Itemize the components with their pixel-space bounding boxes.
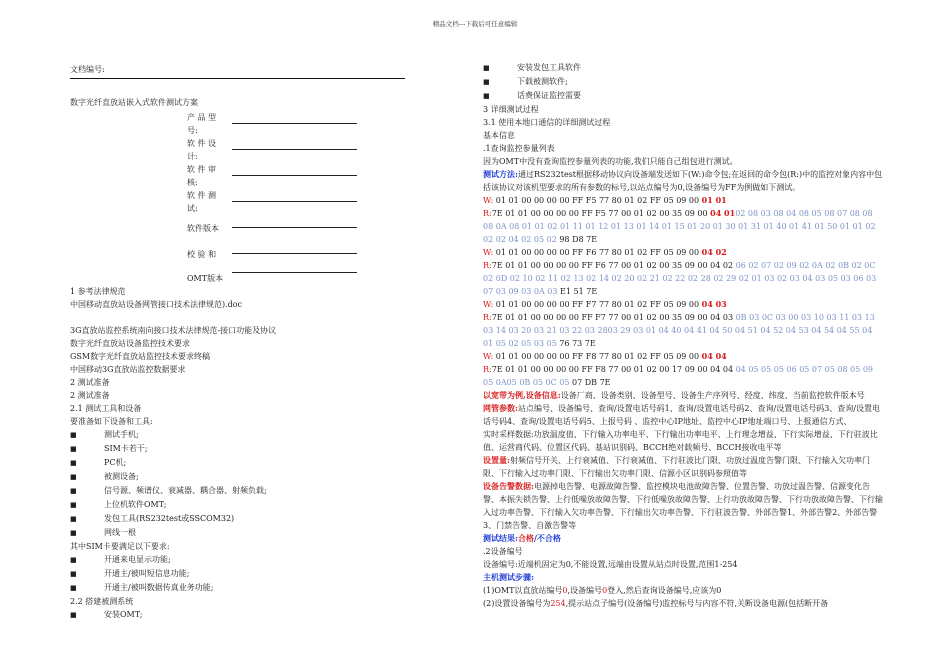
list-item: ■ 上位机软件OMT; [70, 498, 410, 512]
paragraph: 网管参数:站点编号、设备编号、查询/设置电话号码1、查询/设置电话号码2、查询/设置电话号码3、查询/设置电话号码4、查询/设置电话号码5、上报号码 、监控中心IP地址、监控中心IP地址端口号、上报通信方式、 [483, 403, 880, 426]
list-item: ■ 被测设备; [70, 470, 410, 484]
bullet-icon: ■ [483, 78, 490, 86]
subsection-heading: 2.1 测试工具和设备 [70, 404, 142, 413]
signoff-block [70, 111, 410, 285]
alarm-data-label: 设备告警数据: [483, 481, 534, 491]
list-item: ■ PC机; [70, 456, 410, 470]
doc-number-label: 文档编号: [70, 65, 105, 74]
paragraph: 其中SIM卡要满足以下要求: [70, 542, 170, 551]
bullet-icon: ■ [483, 64, 490, 72]
subsection-heading: 基本信息 [483, 131, 515, 140]
write-packet: W: 01 01 00 00 00 00 FF F8 77 80 01 02 FF 05 09 00 04 04 [483, 351, 727, 361]
signoff-label-checksum: 校 验 和 [187, 250, 217, 259]
bullet-icon: ■ [70, 570, 77, 578]
step-item: (1)OMT以直放站编号0,设备编号0登入,然后查询设备编号,应该为0 [483, 586, 722, 595]
signoff-line [232, 227, 357, 228]
write-packet: W: 01 01 00 00 00 00 FF F5 77 80 01 02 FF 05 09 00 01 01 [483, 195, 727, 205]
section-heading: 2 测试准备 [70, 391, 110, 400]
test-method-label: 测试方法: [483, 169, 518, 179]
step-item: (2)设置设备编号为254,提示站点子编号(设备编号)监控标号与内容不符,关断设备电源(包括断开备 [483, 599, 829, 608]
reference-item: GSM数字光纤直放站监控技术要求终稿 [70, 352, 211, 361]
subsection-heading: 3.1 使用本地口通信的详细测试过程 [483, 118, 611, 127]
list-item: ■ 开通主/被叫短信息功能; [70, 567, 410, 581]
signoff-line [232, 149, 357, 150]
read-packet: R:7E 01 01 00 00 00 00 FF F5 77 00 01 02 00 35 09 00 04 0102 08 03 08 04 08 05 08 07 08 08 08 0A 08 01 01 02 01 11 01 12 01 13 01 14 01 15 01 20 01 30 01 31 01 40 01 41 01 50 01 01 02 02 02 04 02 05 02 98 D8 7E [483, 208, 876, 244]
write-packet: W: 01 01 00 00 00 00 FF F6 77 80 01 02 FF 05 09 00 04 02 [483, 247, 727, 257]
settings-label: 设置量: [483, 455, 510, 465]
paragraph: 设置量:射频信号开关、上行衰减值、下行衰减值、下行驻波比门限、功放过温度告警门限、下行输入欠功率门限、下行输入过功率门限、下行输出欠功率门限、信源小区识别码参照值等 [483, 455, 870, 478]
reference-item: 3G直放站监控系统南向接口技术法律规范-接口功能及协议 [70, 326, 277, 335]
list-item: ■ 网线一根 [70, 526, 410, 540]
paragraph: 要准备如下设备和工具: [70, 417, 153, 426]
list-item: ■ 开通主/被叫数据传真业务功能; [70, 581, 410, 595]
section-heading: 3 详细测试过程 [483, 105, 539, 114]
list-item: ■ SIM卡若干; [70, 442, 410, 456]
signoff-label: 计: [187, 152, 198, 161]
paragraph: 实时采样数据:功放温度值、下行输入功率电平、下行输出功率电平、上行理念增益、下行实际增益、下行驻波比值、运营商代码、位置区代码、基站识别码、BCCH绝对载频号、BCCH接收电平等 [483, 430, 878, 452]
list-item: ■ 安装发包工具软件 [483, 61, 883, 75]
signoff-label: 软件测 [187, 191, 219, 200]
paragraph: 测试方法:通过RS232test根据移动协议向设备端发送如下(W:)命令包;在返回的命令包(R:)中的监控对象内容中包括该协议对该机型要求的所有参数的标号,以站点编号为0,设备编号为FF为例做如下测试。 [483, 169, 883, 192]
doc-title: 数字光纤直放站嵌入式软件测试方案 [70, 98, 198, 107]
page-header-watermark: 精品文档---下载后可任意编辑 [432, 20, 518, 28]
paragraph: 设备告警数据:电源掉电告警、电源故障告警、监控模块电池故障告警、位置告警、功放过温告警、信源变化告警、本振失锁告警、上行低噪放故障告警、下行低噪放故障告警、上行功放故障告警、下行功放故障告警、下行输入过功率告警、下行输入欠功率告警、下行输出欠功率告警、下行驻波告警、外部告警1、外部告警2、外部告警3、门禁告警、自激告警等 [483, 481, 883, 530]
paragraph: 设备编号:近端机固定为0,不能设置,远端由设置从站点时设置,范围1-254 [483, 560, 738, 569]
subsection-heading: .1查询监控参量列表 [483, 144, 555, 153]
paragraph: 因为OMT中没有查询监控参量列表的功能,我们只能自己组包进行测试。 [483, 157, 738, 166]
subsection-heading: 2.2 搭建被测系统 [70, 597, 134, 606]
signoff-label: 软件设 [187, 139, 219, 148]
read-packet: R:7E 01 01 00 00 00 00 FF F8 77 00 01 02 00 17 09 00 04 04 04 05 05 05 06 05 07 05 08 05 09 05 0A05 0B 05 0C 05 07 DB 7E [483, 365, 873, 387]
bullet-icon: ■ [70, 515, 77, 523]
signoff-label: 软件审 [187, 165, 219, 174]
signoff-line [232, 123, 357, 124]
bullet-icon: ■ [70, 445, 77, 453]
list-item: ■ 测试手机; [70, 428, 410, 442]
bullet-icon: ■ [70, 431, 77, 439]
signoff-label: 产品型 [187, 113, 219, 122]
write-packet: W: 01 01 00 00 00 00 FF F7 77 80 01 02 FF 05 09 00 04 03 [483, 299, 727, 309]
bullet-icon: ■ [70, 556, 77, 564]
read-packet: R:7E 01 01 00 00 00 00 FF F6 77 00 01 02 00 35 09 00 04 02 06 02 07 02 09 02 0A 02 0B 02 0C 02 0D 02 10 02 11 02 13 02 14 02 20 02 21 02 22 02 28 02 29 02 01 03 02 03 04 03 05 03 06 03 07 03 09 03 0A 03 E1 51 7E [483, 261, 877, 296]
test-result: 测试结果:合格/不合格 [483, 533, 561, 543]
main-steps-label: 主机测试步骤: [483, 572, 534, 582]
signoff-line [232, 201, 357, 202]
signoff-line [232, 272, 357, 273]
signoff-label: 核: [187, 178, 198, 187]
bullet-icon: ■ [70, 501, 77, 509]
subsection-heading: .2设备编号 [483, 547, 523, 556]
reference-item: 中国移动直放站设备网管接口技术法律规范).doc [70, 300, 243, 309]
bullet-icon: ■ [483, 92, 490, 100]
bullet-icon: ■ [70, 584, 77, 592]
signoff-label-omt: OMT版本 [187, 274, 224, 283]
left-column [70, 61, 410, 622]
list-item: ■ 安装OMT; [70, 608, 410, 622]
list-item: ■ 信号源、频谱仪、衰减器、耦合器、射频负载; [70, 484, 410, 498]
right-column [483, 61, 883, 610]
section-heading: 2 测试准备 [70, 378, 110, 387]
list-item: ■ 发包工具(RS232test或SSCOM32) [70, 512, 410, 526]
section-heading: 1 参考法律规范 [70, 287, 126, 296]
read-packet: R:7E 01 01 00 00 00 00 FF F7 77 00 01 02 00 35 09 00 04 03 0B 03 0C 03 00 03 10 03 11 03 13 03 14 03 20 03 21 03 22 03 2803 29 03 01 04 40 04 41 04 50 04 51 04 52 04 53 04 54 04 55 04 01 05 02 05 03 05 76 73 7E [483, 313, 875, 348]
signoff-label: 试: [187, 204, 198, 213]
signoff-line [232, 253, 357, 254]
bullet-icon: ■ [70, 529, 77, 537]
bullet-icon: ■ [70, 611, 77, 619]
paragraph: 以宽带为例,设备信息:设备厂商、设备类别、设备型号、设备生产序列号、经度、纬度、当前监控软件版本号 [483, 390, 865, 400]
signoff-label: 号: [187, 126, 198, 135]
bullet-icon: ■ [70, 487, 77, 495]
signoff-line [232, 175, 357, 176]
device-info-label: 以宽带为例,设备信息: [483, 390, 561, 400]
signoff-label-version: 软件版本 [187, 224, 219, 233]
reference-item: 中国移动3G直放站监控数据要求 [70, 365, 186, 374]
network-params-label: 网管参数: [483, 403, 518, 413]
list-item: ■ 下载被测软件; [483, 75, 883, 89]
list-item: ■ 话费保证监控需要 [483, 89, 883, 103]
list-item: ■ 开通来电显示功能; [70, 553, 410, 567]
reference-item: 数字光纤直放站设备监控技术要求 [70, 339, 190, 348]
bullet-icon: ■ [70, 459, 77, 467]
bullet-icon: ■ [70, 473, 77, 481]
